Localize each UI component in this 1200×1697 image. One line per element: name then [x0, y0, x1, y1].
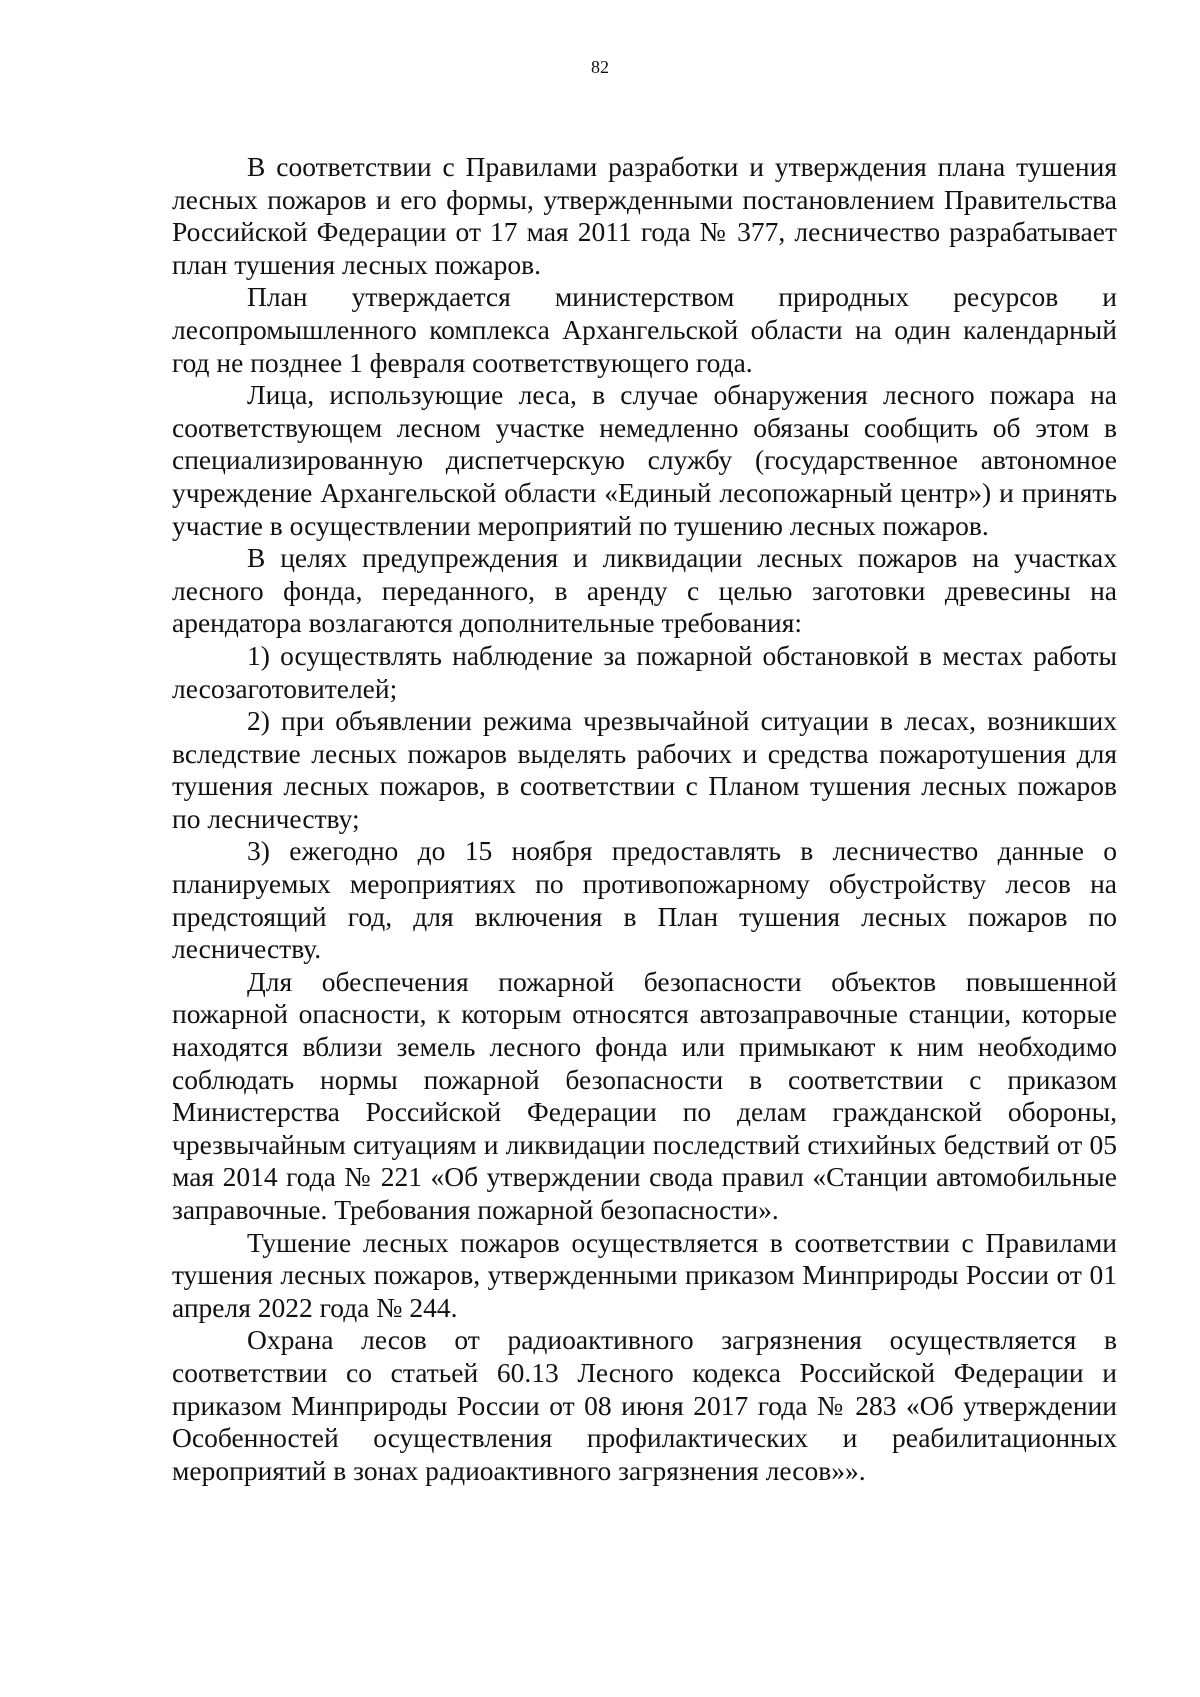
paragraph-plan-approval: План утверждается министерством природных ресурсов и лесопромышленного комплекса Архангельской области на один календарный год не позднее 1 февраля соответствующего года.	[172, 281, 1117, 378]
page-number: 82	[591, 57, 609, 77]
paragraph-forest-users-duty: Лица, использующие леса, в случае обнаружения лесного пожара на соответствующем лесном участке немедленно обязаны сообщить об этом в специализированную диспетчерскую службу (государственное автономное учреждение Архангельской области «Единый лесопожарный центр») и принять участие в осуществлении мероприятий по тушению лесных пожаров.	[172, 379, 1117, 541]
paragraph-fuel-stations-safety: Для обеспечения пожарной безопасности объектов повышенной пожарной опасности, к которым относятся автозаправочные станции, которые находятся вблизи земель лесного фонда или примыкают к ним необходимо соблюдать нормы пожарной безопасности в соответствии с приказом Министерства Российской Федерации по делам гражданской обороны, чрезвычайным ситуациям и ликвидации последствий стихийных бедствий от 05 мая 2014 года № 221 «Об утверждении свода правил «Станции автомобильные заправочные. Требования пожарной безопасности».	[172, 965, 1117, 1225]
list-item-2: 2) при объявлении режима чрезвычайной ситуации в лесах, возникших вследствие лесных пожаров выделять рабочих и средства пожаротушения для тушения лесных пожаров, в соответствии с Планом тушения лесных пожаров по лесничеству;	[172, 705, 1117, 834]
list-item-3: 3) ежегодно до 15 ноября предоставлять в лесничество данные о планируемых мероприятиях по противопожарному обустройству лесов на предстоящий год, для включения в План тушения лесных пожаров по лесничеству.	[172, 835, 1117, 965]
document-body	[172, 151, 1117, 1487]
list-item-1: 1) осуществлять наблюдение за пожарной обстановкой в местах работы лесозаготовителей;	[172, 639, 1117, 704]
paragraph-radioactive-protection: Охрана лесов от радиоактивного загрязнения осуществляется в соответствии со статьей 60.13 Лесного кодекса Российской Федерации и приказом Минприроды России от 08 июня 2017 года № 283 «Об утверждении Особенностей осуществления профилактических и реабилитационных мероприятий в зонах радиоактивного загрязнения лесов»».	[172, 1324, 1117, 1486]
paragraph-fire-plan-rules: В соответствии с Правилами разработки и утверждения плана тушения лесных пожаров и его формы, утвержденными постановлением Правительства Российской Федерации от 17 мая 2011 года № 377, лесничество разрабатывает план тушения лесных пожаров.	[172, 151, 1117, 280]
paragraph-firefighting-rules: Тушение лесных пожаров осуществляется в соответствии с Правилами тушения лесных пожаров, утвержденными приказом Минприроды России от 01 апреля 2022 года № 244.	[172, 1226, 1117, 1323]
paragraph-lessee-requirements: В целях предупреждения и ликвидации лесных пожаров на участках лесного фонда, переданного, в аренду с целью заготовки древесины на арендатора возлагаются дополнительные требования:	[172, 542, 1117, 639]
